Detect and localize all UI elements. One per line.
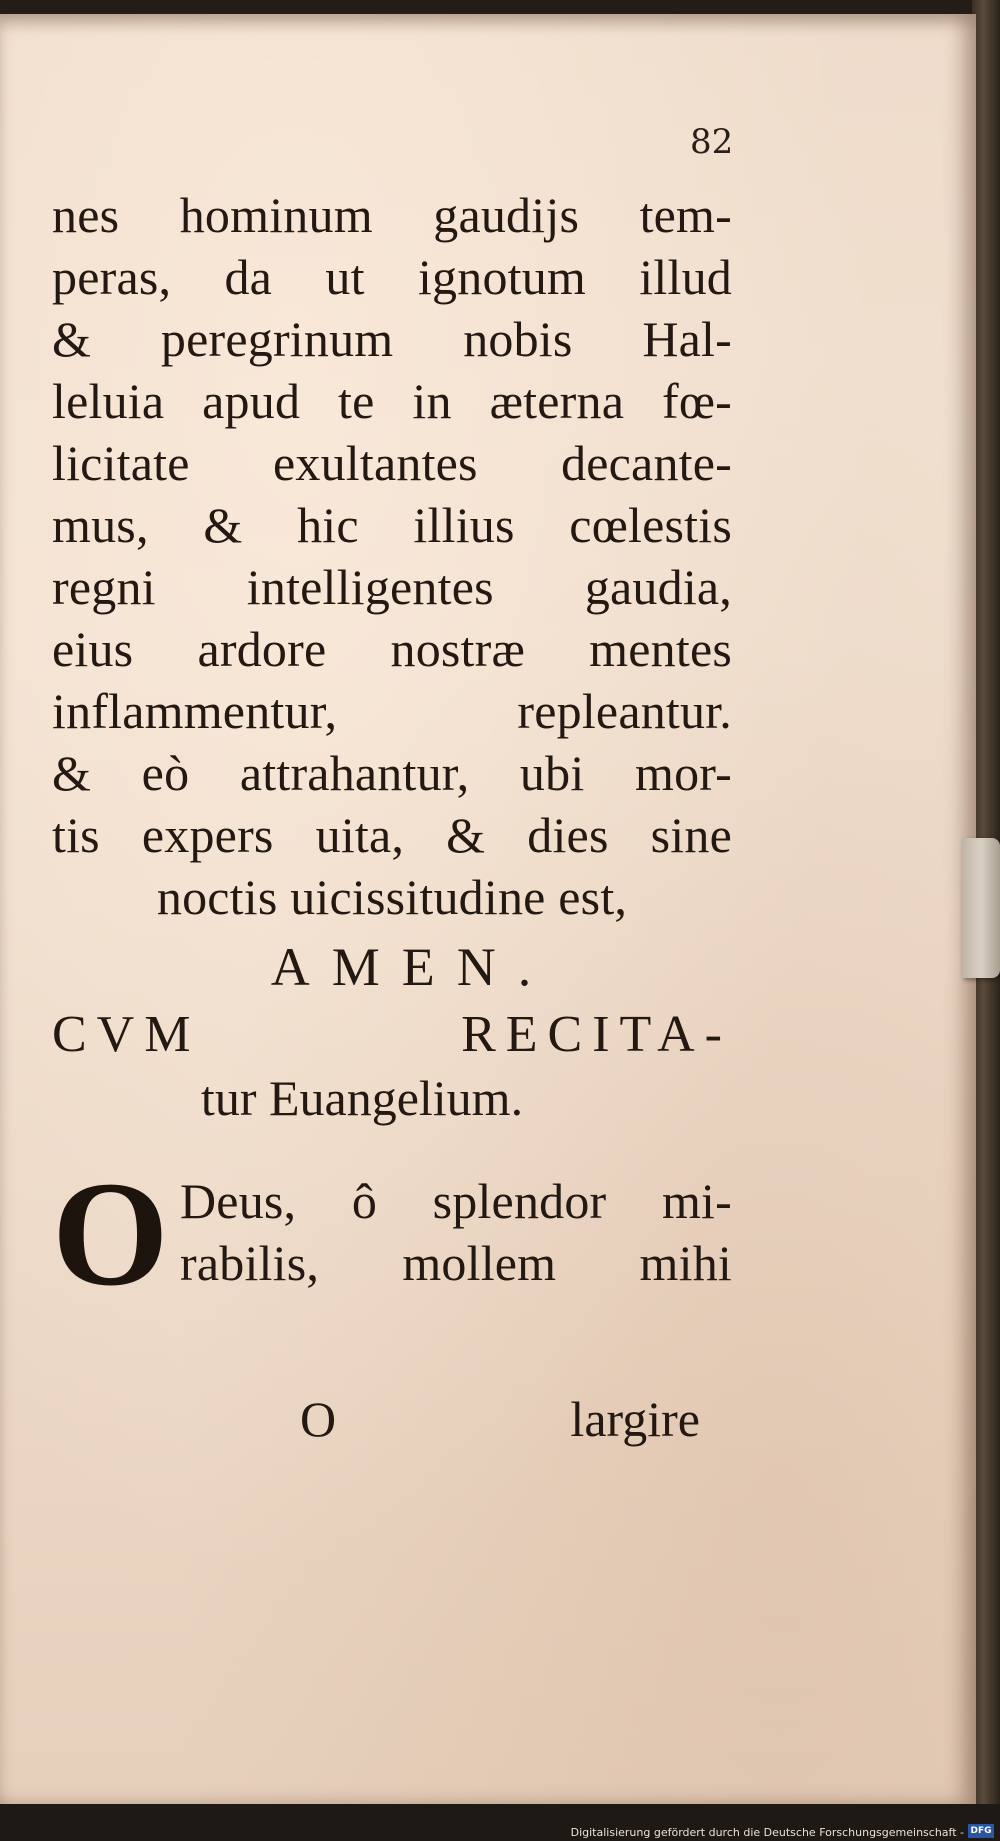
drop-cap-initial: O xyxy=(52,1151,169,1317)
catchword-left: O xyxy=(300,1391,337,1447)
text-line: tis expers uita, & dies sine xyxy=(52,807,732,863)
text-line: leluia apud te in æterna fœ- xyxy=(52,373,732,429)
text-line: licitate exultantes decante- xyxy=(52,435,732,491)
text-line: & eò attrahantur, ubi mor- xyxy=(52,745,732,801)
prayer-text xyxy=(52,184,732,1370)
initial-paragraph xyxy=(52,1151,732,1370)
page-number: 82 xyxy=(690,122,734,162)
text-line: nes hominum gaudijs tem- xyxy=(52,187,732,243)
dfg-logo: DFG xyxy=(968,1824,994,1838)
funding-credit: Digitalisierung gefördert durch die Deutsche Forschungsgemeinschaft - xyxy=(570,1826,964,1839)
catchword xyxy=(300,1390,700,1448)
bookmark-tab xyxy=(962,838,1000,978)
text-line-centered: noctis uicissitudine est, xyxy=(156,869,628,925)
catchword-right: largire xyxy=(570,1391,700,1447)
text-line: & peregrinum nobis Hal- xyxy=(52,311,732,367)
text-line: regni intelligentes gaudia, xyxy=(52,559,732,615)
text-line: eius ardore nostræ mentes xyxy=(52,621,732,677)
initial-lines xyxy=(180,1170,732,1294)
text-line: peras, da ut ignotum illud xyxy=(52,249,732,305)
book-page xyxy=(0,14,976,1804)
section-heading: CVM RECITA- xyxy=(52,1006,732,1063)
section-heading-continuation: tur Euangelium. xyxy=(200,1070,524,1126)
text-line: mus, & hic illius cœlestis xyxy=(52,497,732,553)
text-line: Deus, ô splendor mi- xyxy=(180,1173,732,1229)
text-line: inflammentur, repleantur. xyxy=(52,683,732,739)
text-line: rabilis, mollem mihi xyxy=(180,1235,732,1291)
amen-line: AMEN. xyxy=(270,937,554,997)
